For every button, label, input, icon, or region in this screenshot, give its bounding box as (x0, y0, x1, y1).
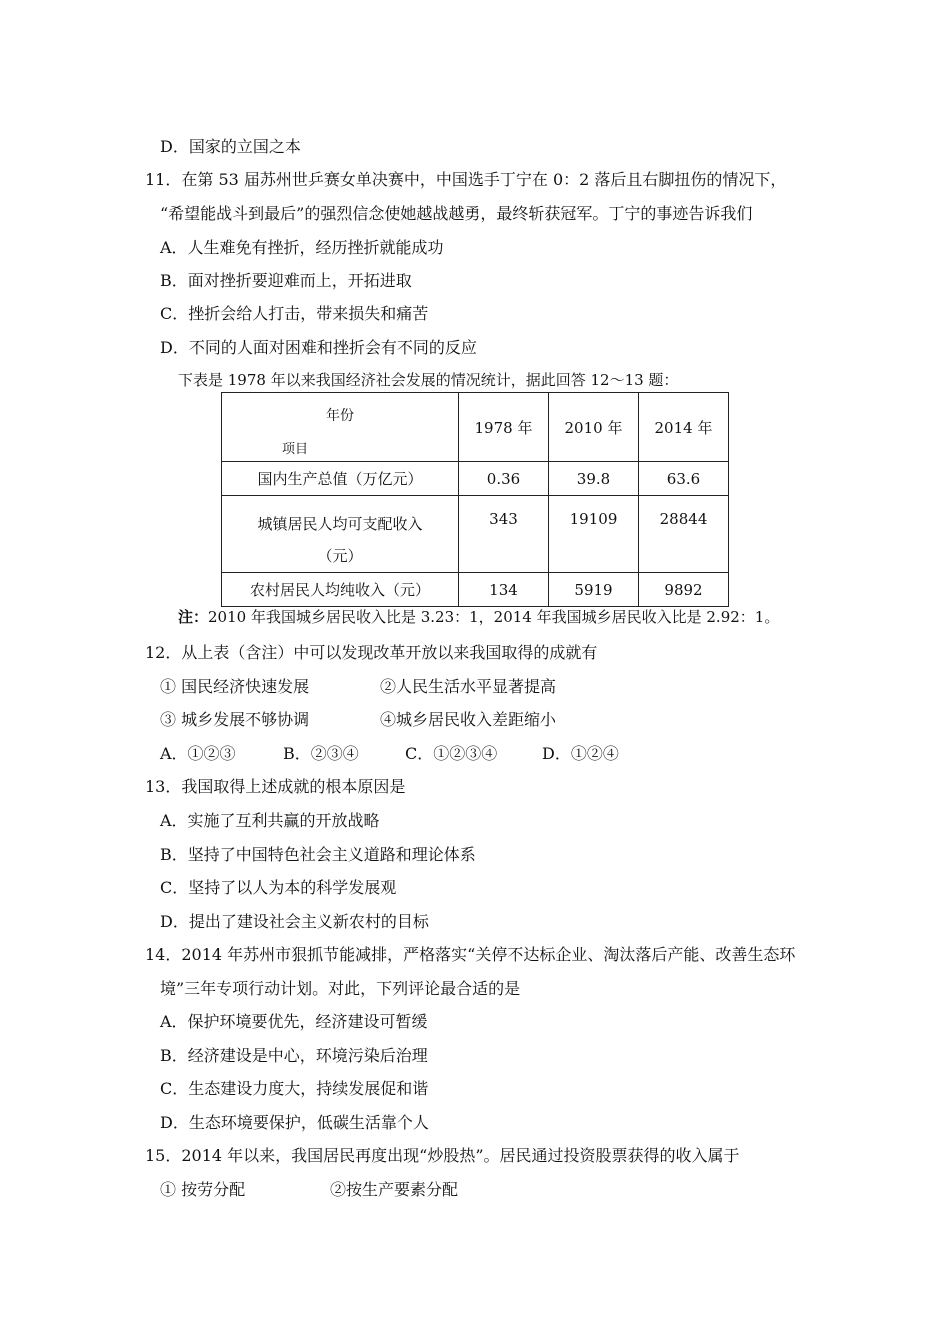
q15-item-2: ②按生产要素分配 (330, 1180, 459, 1199)
table-cell: 19109 (549, 496, 639, 573)
q13-stem: 13．我国取得上述成就的根本原因是 (145, 777, 406, 796)
row-label-urban-line2: （元） (317, 547, 363, 565)
note-prefix: 注： (178, 608, 209, 626)
q12-option-d: D．①②④ (542, 744, 619, 763)
q12-stem: 12．从上表（含注）中可以发现改革开放以来我国取得的成就有 (145, 643, 598, 662)
table-cell: 28844 (639, 496, 729, 573)
year-col-2014: 2014 年 (639, 393, 729, 462)
header-year-label: 年份 (326, 408, 354, 424)
statistics-table (221, 392, 729, 607)
q11-option-b: B．面对挫折要迎难而上，开拓进取 (160, 271, 412, 290)
q12-option-c: C．①②③④ (405, 744, 498, 763)
q13-option-a: A．实施了互利共赢的开放战略 (160, 811, 380, 830)
q14-stem-line2: 境”三年专项行动计划。对此，下列评论最合适的是 (160, 979, 521, 998)
q12-item-3: ③ 城乡发展不够协调 (160, 710, 310, 729)
q14-option-b: B．经济建设是中心，环境污染后治理 (160, 1046, 428, 1065)
table-cell: 9892 (639, 573, 729, 607)
table-cell: 134 (459, 573, 549, 607)
table-intro: 下表是 1978 年以来我国经济社会发展的情况统计，据此回答 12～13 题： (178, 371, 679, 389)
table-corner-header (222, 393, 459, 462)
q11-stem-line2: “希望能战斗到最后”的强烈信念使她越战越勇，最终斩获冠军。丁宁的事迹告诉我们 (160, 204, 753, 223)
q10-option-d: D．国家的立国之本 (160, 137, 301, 156)
q15-stem: 15．2014 年以来，我国居民再度出现“炒股热”。居民通过投资股票获得的收入属于 (145, 1146, 740, 1165)
table-row (222, 496, 729, 573)
table-note (178, 607, 779, 627)
table-cell: 343 (459, 496, 549, 573)
table-row (222, 573, 729, 607)
year-col-2010: 2010 年 (549, 393, 639, 462)
q14-option-a: A．保护环境要优先，经济建设可暂缓 (160, 1012, 428, 1031)
q14-option-c: C．生态建设力度大，持续发展促和谐 (160, 1079, 429, 1098)
table-cell: 0.36 (459, 462, 549, 496)
table-cell: 5919 (549, 573, 639, 607)
q11-option-c: C．挫折会给人打击，带来损失和痛苦 (160, 304, 429, 323)
q14-stem-line1: 14．2014 年苏州市狠抓节能减排，严格落实“关停不达标企业、淘汰落后产能、改善生态环 (145, 945, 796, 964)
note-text: 2010 年我国城乡居民收入比是 3.23：1，2014 年我国城乡居民收入比是 2.92：1。 (208, 608, 780, 626)
q11-option-d: D．不同的人面对困难和挫折会有不同的反应 (160, 338, 477, 357)
q11-option-a: A．人生难免有挫折，经历挫折就能成功 (160, 238, 444, 257)
q12-item-1: ① 国民经济快速发展 (160, 677, 310, 696)
row-label-urban-income (222, 496, 459, 573)
row-label-urban-line1: 城镇居民人均可支配收入 (257, 515, 423, 533)
q11-stem-line1: 11．在第 53 届苏州世乒赛女单决赛中，中国选手丁宁在 0：2 落后且右脚扭伤的情况下， (145, 170, 787, 189)
year-col-1978: 1978 年 (459, 393, 549, 462)
q13-option-b: B．坚持了中国特色社会主义道路和理论体系 (160, 845, 476, 864)
table-cell: 63.6 (639, 462, 729, 496)
table-cell: 39.8 (549, 462, 639, 496)
table-row (222, 462, 729, 496)
q13-option-d: D．提出了建设社会主义新农村的目标 (160, 912, 429, 931)
header-item-label: 项目 (282, 442, 309, 457)
q12-option-b: B．②③④ (283, 744, 359, 763)
q12-item-2: ②人民生活水平显著提高 (380, 677, 557, 696)
q13-option-c: C．坚持了以人为本的科学发展观 (160, 878, 397, 897)
table-header-row (222, 393, 729, 462)
q15-item-1: ① 按劳分配 (160, 1180, 246, 1199)
row-label-gdp: 国内生产总值（万亿元） (222, 462, 459, 496)
q12-item-4: ④城乡居民收入差距缩小 (380, 710, 557, 729)
row-label-rural-income: 农村居民人均纯收入（元） (222, 573, 459, 607)
q12-option-a: A．①②③ (160, 744, 236, 763)
q14-option-d: D．生态环境要保护，低碳生活靠个人 (160, 1113, 429, 1132)
